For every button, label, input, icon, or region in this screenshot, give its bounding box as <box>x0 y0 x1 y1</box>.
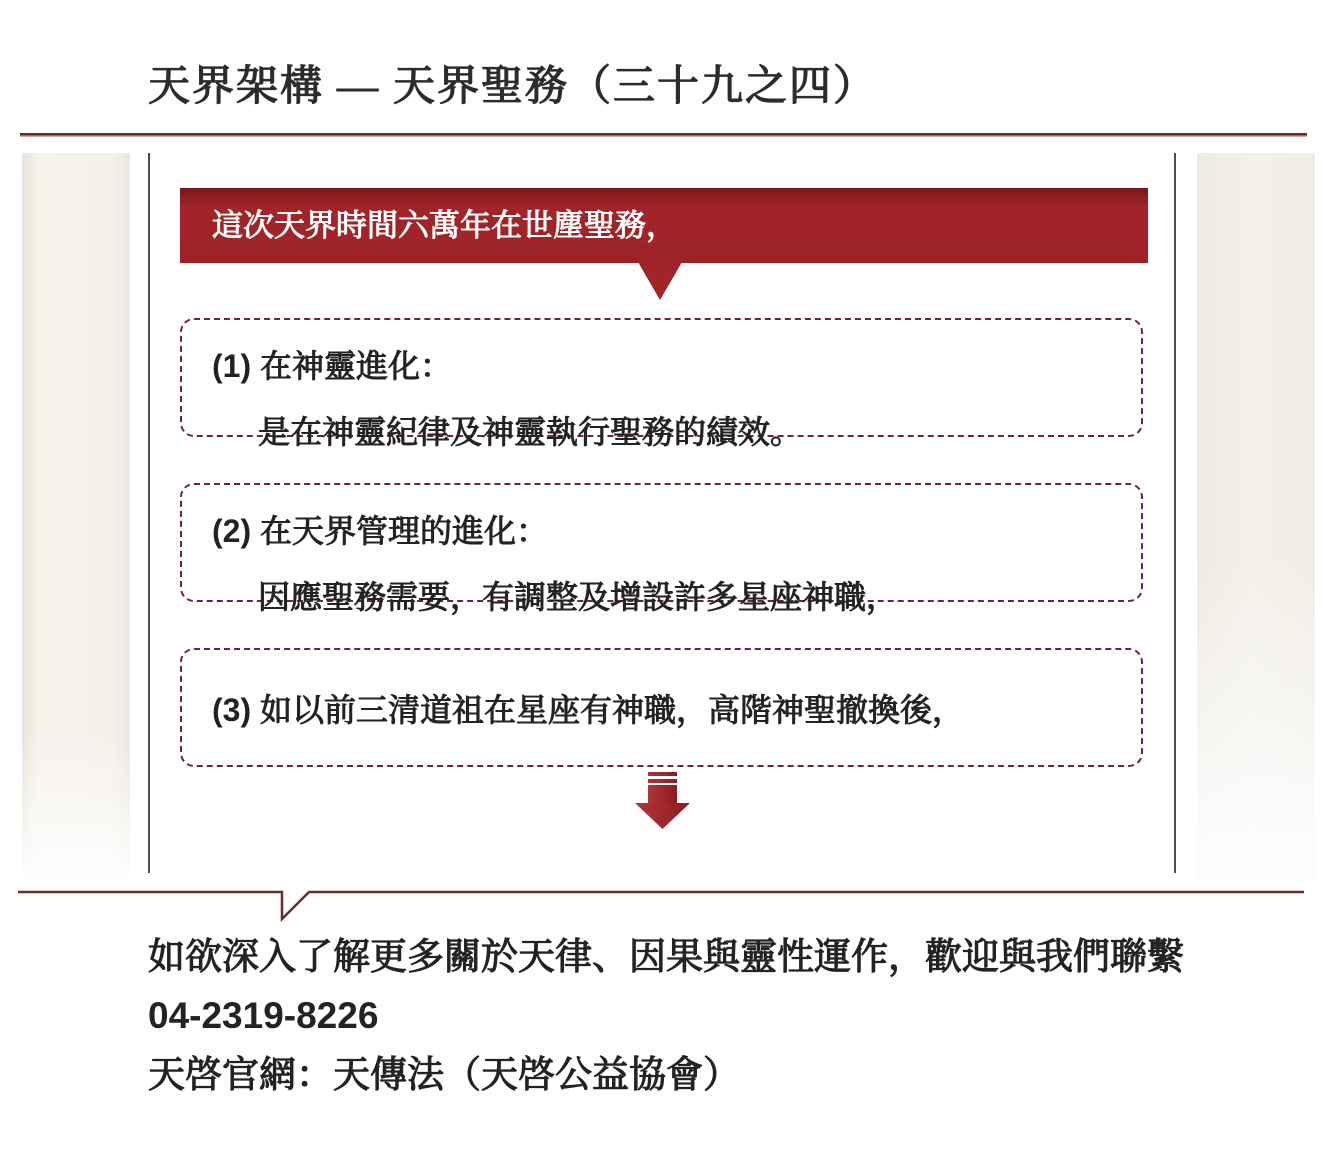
banner-text: 這次天界時間六萬年在世塵聖務， <box>212 208 677 243</box>
website-text: 天啓官網：天傳法（天啓公益協會） <box>148 1054 740 1095</box>
point-3-heading: (3) 如以前三清道祖在星座有神職，高階神聖撤換後， <box>212 691 965 728</box>
left-paper-strip <box>22 153 130 880</box>
point-box-2 <box>180 483 1143 615</box>
section-banner <box>180 188 1148 263</box>
banner-pointer-icon <box>638 262 682 300</box>
bottom-divider <box>0 889 1323 925</box>
point-1-detail: 是在神靈紀律及神靈執行聖務的績效。 <box>258 414 803 450</box>
point-2-detail: 因應聖務需要，有調整及增設許多星座神職， <box>258 579 899 615</box>
phone-number: 04-2319-8226 <box>148 995 379 1036</box>
point-2-heading: (2) 在天界管理的進化： <box>212 513 549 549</box>
right-paper-strip <box>1197 153 1315 880</box>
left-vertical-rule <box>148 153 150 873</box>
contact-text: 如欲深入了解更多關於天律、因果與靈性運作，歡迎與我們聯繫 <box>148 936 1184 977</box>
footer <box>148 927 1184 1104</box>
point-1-heading: (1) 在神靈進化： <box>212 348 453 384</box>
point-box-3 <box>180 648 1143 767</box>
point-box-1 <box>180 318 1143 450</box>
page-title: 天界架構 — 天界聖務（三十九之四） <box>148 64 878 110</box>
title-divider <box>20 133 1307 137</box>
right-vertical-rule <box>1174 153 1176 873</box>
down-arrow-icon <box>634 772 691 830</box>
